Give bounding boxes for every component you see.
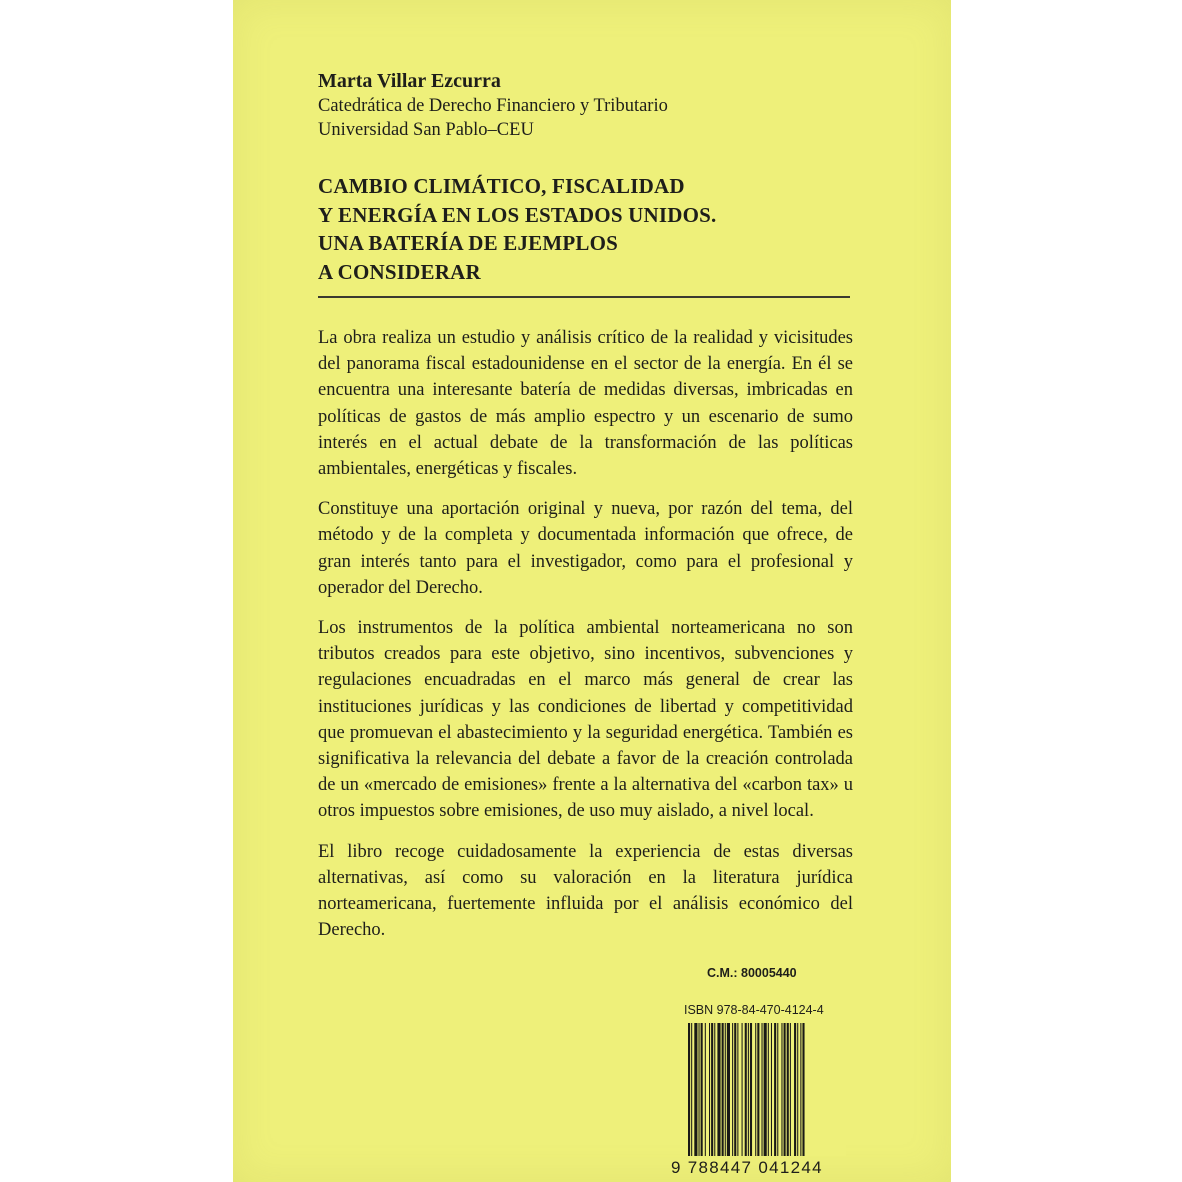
barcode-bar xyxy=(787,1023,789,1156)
author-name: Marta Villar Ezcurra xyxy=(318,70,501,92)
title-line: CAMBIO CLIMÁTICO, FISCALIDAD xyxy=(318,174,685,198)
barcode-bar xyxy=(742,1023,743,1156)
cm-code: C.M.: 80005440 xyxy=(707,966,797,980)
title-line: Y ENERGÍA EN LOS ESTADOS UNIDOS. xyxy=(318,202,717,227)
barcode-bar xyxy=(727,1023,730,1156)
synopsis xyxy=(318,325,853,943)
barcode-bar xyxy=(745,1023,747,1156)
synopsis-paragraph: Constituye una aportación original y nueva, por razón del tema, del método y de la completa y documentada información que ofrece, de gran interés tanto para el investigador, como para el profesional y operador del Derecho. xyxy=(318,499,853,598)
barcode-bar xyxy=(705,1023,706,1156)
barcode-bar xyxy=(699,1023,700,1156)
barcode-bar xyxy=(802,1023,804,1156)
title-divider xyxy=(318,296,850,298)
barcode-bar xyxy=(717,1023,720,1156)
title-line: A CONSIDERAR xyxy=(318,259,481,284)
barcode-bar xyxy=(762,1023,763,1156)
barcode-bar xyxy=(725,1023,726,1156)
barcode-bar xyxy=(734,1023,736,1156)
barcode-bar xyxy=(784,1023,786,1156)
barcode-bar xyxy=(691,1023,692,1156)
barcode-bar xyxy=(755,1023,756,1156)
barcode-bar xyxy=(714,1023,715,1156)
author-position: Catedrática de Derecho Financiero y Tributario xyxy=(318,96,668,116)
barcode-bar xyxy=(781,1023,782,1156)
barcode-bar xyxy=(768,1023,769,1156)
barcode-bars xyxy=(686,1023,846,1156)
barcode-bar xyxy=(797,1023,798,1156)
barcode-bar xyxy=(732,1023,733,1156)
synopsis-paragraph: La obra realiza un estudio y análisis crítico de la realidad y vicisitudes del panorama fiscal estadounidense en el sector de la energía. En él se encuentra una interesante batería de medidas diversas, imbricadas en políticas de gastos de más amplio espectro y un escenario de sumo interés en el actual debate de la transformación de las políticas ambientales, energéticas y fiscales. xyxy=(318,328,853,480)
barcode-bar xyxy=(694,1023,697,1156)
barcode-bar xyxy=(777,1023,778,1156)
barcode-bar xyxy=(764,1023,767,1156)
barcode-bar xyxy=(790,1023,791,1156)
barcode-bar xyxy=(711,1023,713,1156)
barcode-bar xyxy=(709,1023,710,1156)
barcode-bar xyxy=(748,1023,749,1156)
barcode-bar xyxy=(757,1023,759,1156)
barcode-bar xyxy=(722,1023,724,1156)
barcode-bar xyxy=(794,1023,796,1156)
barcode-bar xyxy=(800,1023,801,1156)
book-title xyxy=(318,172,853,286)
synopsis-paragraph: El libro recoge cuidadosamente la experiencia de estas diversas alternativas, así como su valoración en la literatura jurídica norteamericana, fuertemente influida por el análisis económico del Derecho. xyxy=(318,841,853,941)
barcode-bar xyxy=(737,1023,738,1156)
back-cover xyxy=(233,0,951,1182)
barcode-bar xyxy=(701,1023,703,1156)
barcode xyxy=(686,1023,846,1156)
title-line: UNA BATERÍA DE EJEMPLOS xyxy=(318,231,619,255)
barcode-digits: 9 788447 041244 xyxy=(671,1158,823,1177)
barcode-bar xyxy=(750,1023,752,1156)
cover-content xyxy=(318,68,853,957)
synopsis-paragraph: Los instrumentos de la política ambiental norteamericana no son tributos creados para este objetivo, sino incentivos, subvenciones y regulaciones encuadradas en el marco más general de crear las instituciones jurídicas y las condiciones de libertad y competitividad que promuevan el abastecimiento y la seguridad energética. También es significativa la relevancia del debate a favor de la creación controlada de un «mercado de emisiones» frente a la alternativa del «carbon tax» u otros impuestos sobre emisiones, de uso muy aislado, a nivel local. xyxy=(318,618,853,822)
isbn-label: ISBN 978-84-470-4124-4 xyxy=(684,1003,824,1017)
barcode-bar xyxy=(771,1023,772,1156)
barcode-bar xyxy=(688,1023,690,1156)
barcode-bar xyxy=(774,1023,776,1156)
author-institution: Universidad San Pablo–CEU xyxy=(318,120,534,140)
